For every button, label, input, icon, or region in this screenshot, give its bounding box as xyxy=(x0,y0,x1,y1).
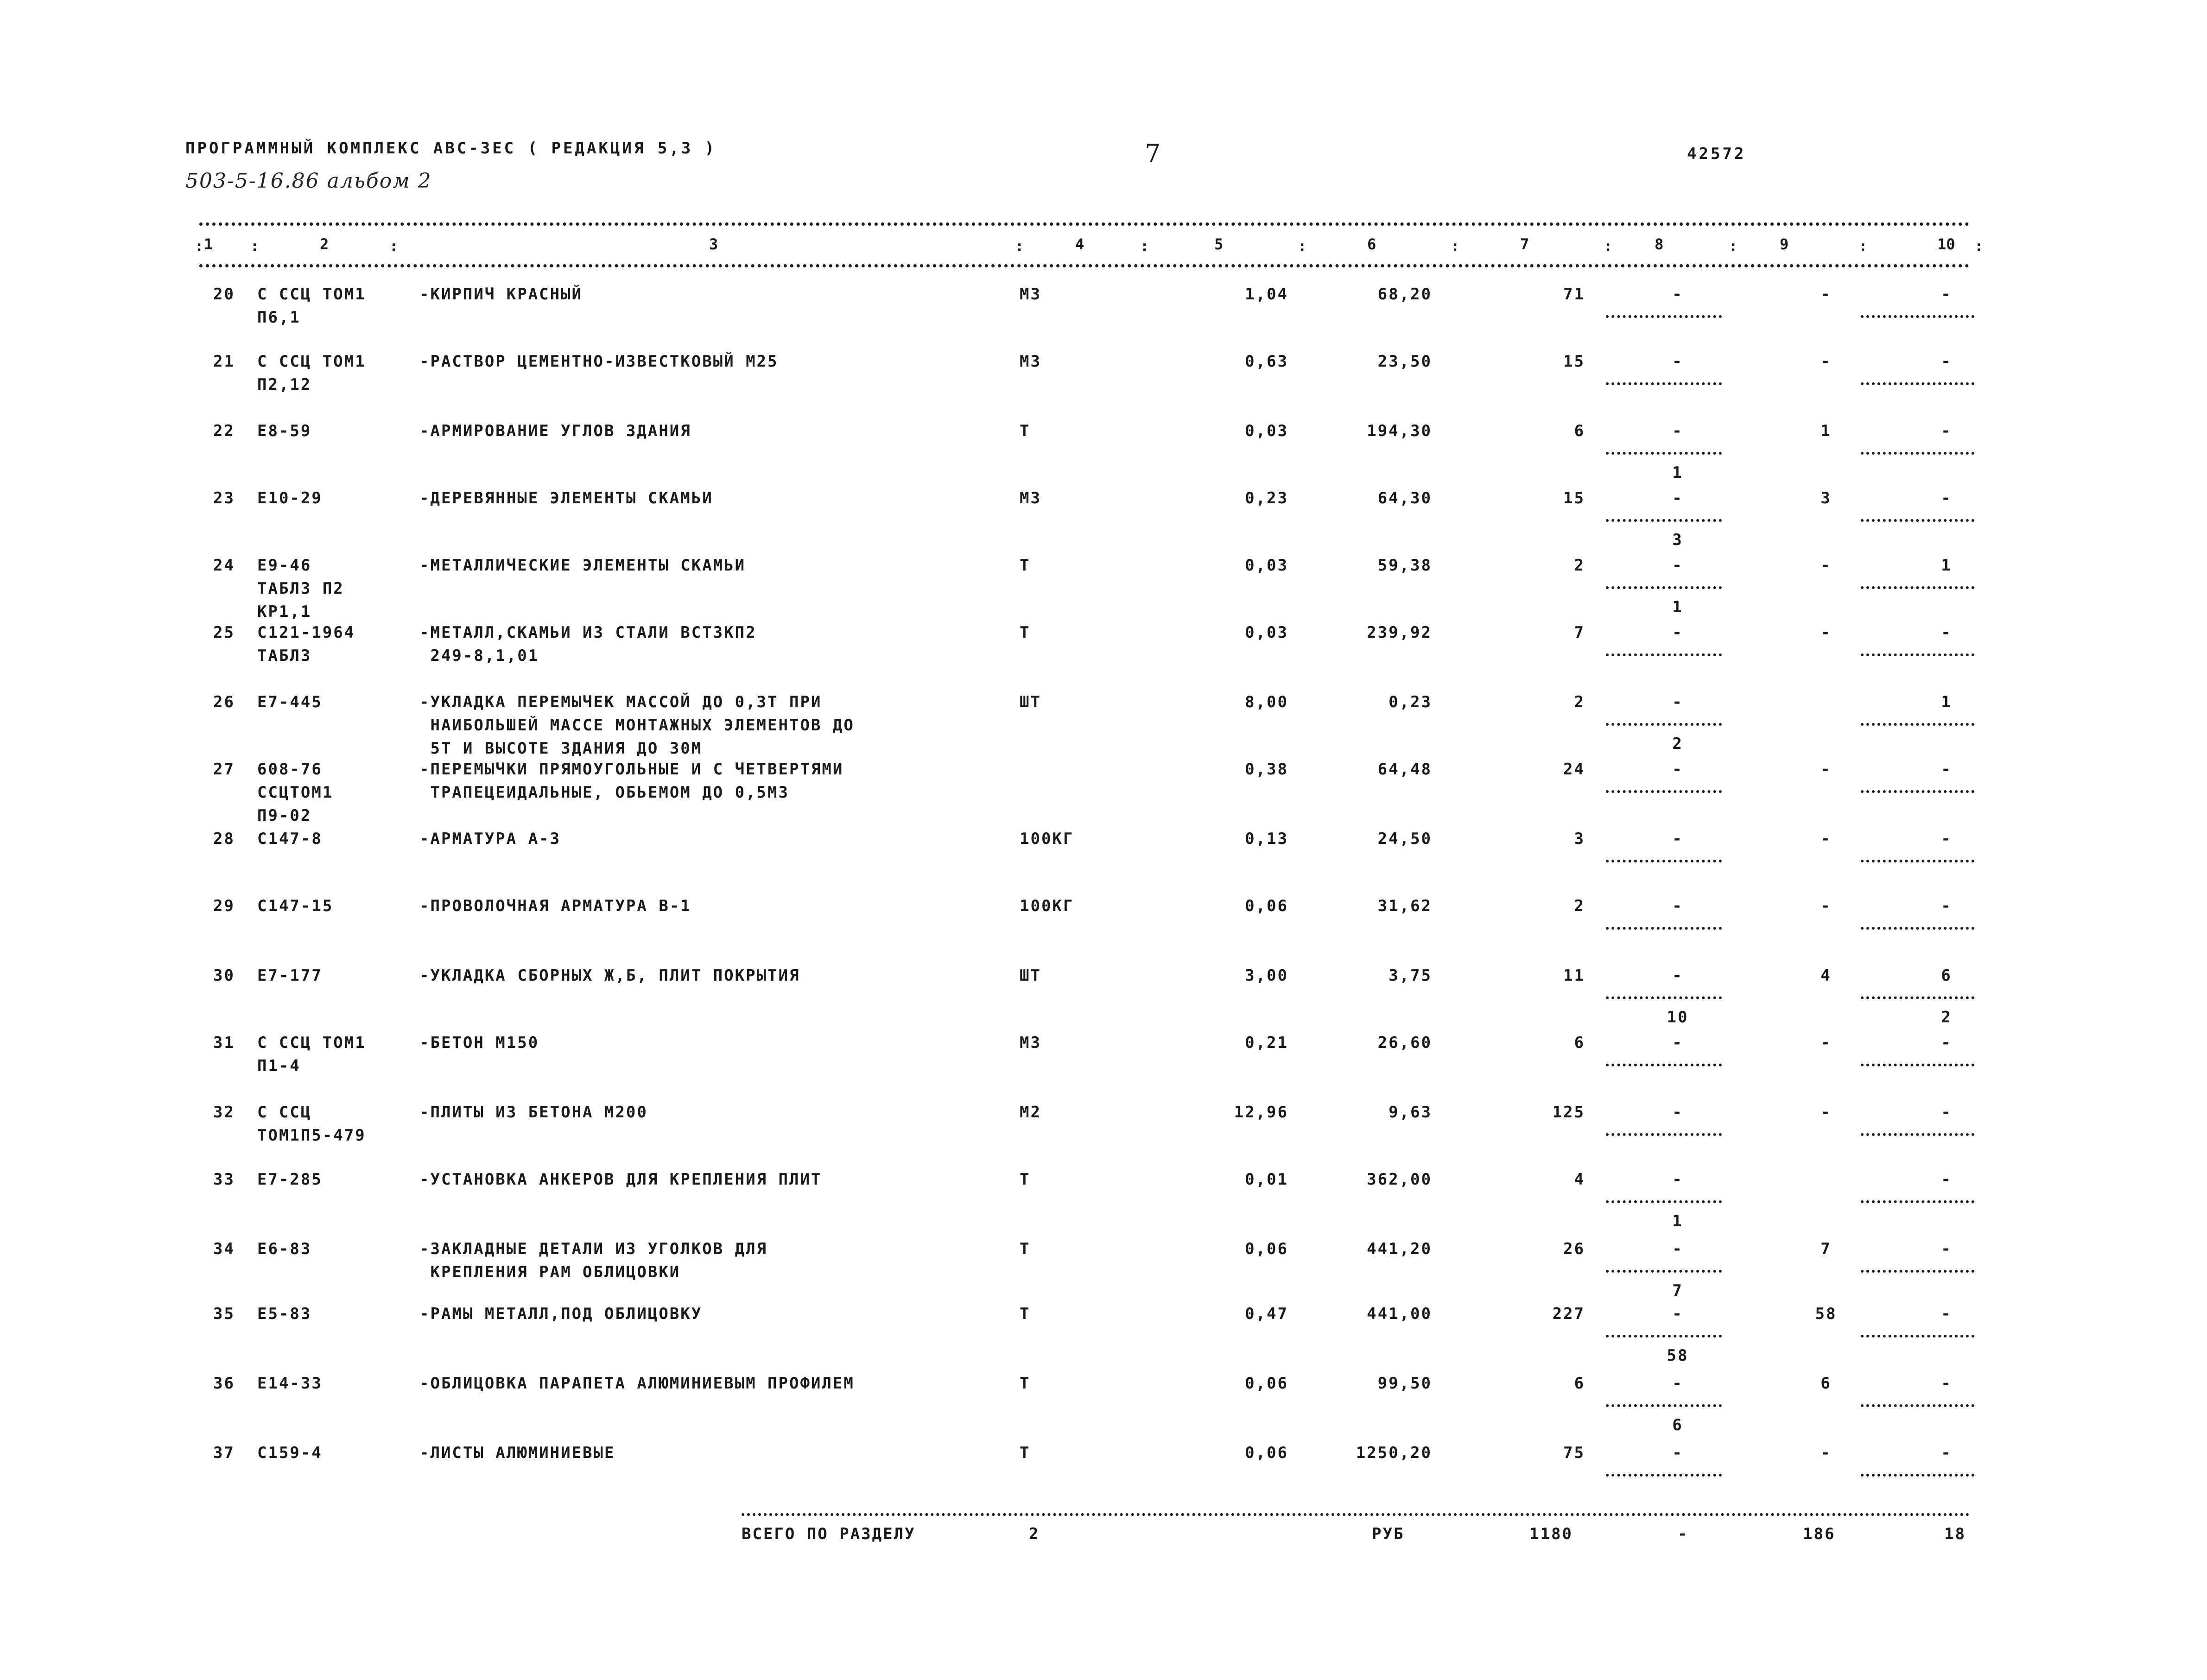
row-col8-rule xyxy=(1606,382,1722,385)
row-quantity: 0,06 xyxy=(1245,1240,1288,1258)
row-price: 239,92 xyxy=(1367,623,1432,642)
row-unit: Т xyxy=(1020,556,1031,575)
row-col10-rule xyxy=(1861,1064,1974,1066)
row-col10: - xyxy=(1941,1170,1952,1189)
row-code: Е9-46 ТАБЛ3 П2 КР1,1 xyxy=(257,556,344,621)
row-col8-rule xyxy=(1606,452,1722,455)
row-total: 6 xyxy=(1574,422,1585,440)
row-col10: - xyxy=(1941,1305,1952,1323)
row-col9: - xyxy=(1820,830,1832,848)
row-col10: - xyxy=(1941,897,1952,915)
row-total: 2 xyxy=(1574,693,1585,711)
row-col8: - xyxy=(1672,693,1683,711)
row-code: С121-1964 ТАБЛ3 xyxy=(257,623,355,665)
row-col10: - xyxy=(1941,285,1952,304)
row-total: 75 xyxy=(1563,1444,1585,1462)
row-total: 2 xyxy=(1574,897,1585,915)
row-col8-rule xyxy=(1606,1270,1722,1273)
row-price: 362,00 xyxy=(1367,1170,1432,1189)
row-number: 37 xyxy=(213,1444,235,1462)
page-number: 7 xyxy=(1145,139,1161,168)
row-col10-rule xyxy=(1861,1270,1974,1273)
row-col9: 6 xyxy=(1820,1374,1832,1393)
row-unit: Т xyxy=(1020,1374,1031,1393)
row-col8-sub: 2 xyxy=(1672,735,1683,753)
row-description: -ЗАКЛАДНЫЕ ДЕТАЛИ ИЗ УГОЛКОВ ДЛЯ КРЕПЛЕНИЯ РАМ ОБЛИЦОВКИ xyxy=(419,1240,768,1281)
row-col10-rule xyxy=(1861,519,1974,522)
row-col10-rule xyxy=(1861,1133,1974,1136)
row-total: 2 xyxy=(1574,556,1585,575)
row-unit: М3 xyxy=(1020,352,1041,371)
row-code: 608-76 ССЦТОМ1 П9-02 xyxy=(257,760,334,825)
row-description: -МЕТАЛЛ,СКАМЬИ ИЗ СТАЛИ ВСТ3КП2 249-8,1,01 xyxy=(419,623,757,665)
row-col8-rule xyxy=(1606,996,1722,999)
row-number: 32 xyxy=(213,1103,235,1122)
row-description: -МЕТАЛЛИЧЕСКИЕ ЭЛЕМЕНТЫ СКАМЬИ xyxy=(419,556,746,575)
row-col10: - xyxy=(1941,422,1952,440)
column-separator: : xyxy=(250,237,260,255)
row-number: 31 xyxy=(213,1033,235,1052)
column-header-2: 2 xyxy=(320,235,329,253)
row-col10: - xyxy=(1941,1033,1952,1052)
row-col9: - xyxy=(1820,760,1832,779)
row-description: -УКЛАДКА СБОРНЫХ Ж,Б, ПЛИТ ПОКРЫТИЯ xyxy=(419,966,800,985)
summary-currency: РУБ xyxy=(1372,1525,1405,1543)
row-col8-rule xyxy=(1606,653,1722,656)
row-total: 6 xyxy=(1574,1374,1585,1393)
row-code: Е7-285 xyxy=(257,1170,323,1189)
column-header-7: 7 xyxy=(1520,235,1529,253)
row-unit: Т xyxy=(1020,1444,1031,1462)
row-col8: - xyxy=(1672,1240,1683,1258)
row-quantity: 3,00 xyxy=(1245,966,1288,985)
row-unit: М3 xyxy=(1020,489,1041,507)
row-col8-sub: 1 xyxy=(1672,598,1683,616)
row-quantity: 0,03 xyxy=(1245,422,1288,440)
row-description: -ОБЛИЦОВКА ПАРАПЕТА АЛЮМИНИЕВЫМ ПРОФИЛЕМ xyxy=(419,1374,855,1393)
row-description: -ЛИСТЫ АЛЮМИНИЕВЫЕ xyxy=(419,1444,615,1462)
column-separator: : xyxy=(1015,237,1024,255)
row-col8-rule xyxy=(1606,1133,1722,1136)
row-price: 194,30 xyxy=(1367,422,1432,440)
row-quantity: 0,47 xyxy=(1245,1305,1288,1323)
row-col10-rule xyxy=(1861,653,1974,656)
row-quantity: 0,06 xyxy=(1245,897,1288,915)
column-header-10: 10 xyxy=(1937,235,1955,253)
row-price: 99,50 xyxy=(1377,1374,1432,1393)
column-separator: : xyxy=(389,237,399,255)
row-unit: 100КГ xyxy=(1020,897,1074,915)
row-quantity: 0,01 xyxy=(1245,1170,1288,1189)
row-col8: - xyxy=(1672,623,1683,642)
row-price: 23,50 xyxy=(1377,352,1432,371)
row-col8: - xyxy=(1672,422,1683,440)
row-number: 35 xyxy=(213,1305,235,1323)
row-price: 9,63 xyxy=(1389,1103,1432,1122)
row-number: 26 xyxy=(213,693,235,711)
row-col10: - xyxy=(1941,489,1952,507)
album-note: 503-5-16.86 альбом 2 xyxy=(185,169,432,193)
row-col9: - xyxy=(1820,897,1832,915)
row-number: 33 xyxy=(213,1170,235,1189)
row-col10-sub: 2 xyxy=(1941,1008,1952,1027)
row-description: -РАМЫ МЕТАЛЛ,ПОД ОБЛИЦОВКУ xyxy=(419,1305,703,1323)
row-total: 227 xyxy=(1552,1305,1585,1323)
row-total: 4 xyxy=(1574,1170,1585,1189)
row-quantity: 12,96 xyxy=(1234,1103,1288,1122)
row-col8: - xyxy=(1672,352,1683,371)
row-total: 71 xyxy=(1563,285,1585,304)
row-col8: - xyxy=(1672,897,1683,915)
row-code: Е14-33 xyxy=(257,1374,323,1393)
row-col8-sub: 3 xyxy=(1672,531,1683,549)
row-description: -АРМИРОВАНИЕ УГЛОВ ЗДАНИЯ xyxy=(419,422,691,440)
row-number: 21 xyxy=(213,352,235,371)
row-col8-rule xyxy=(1606,927,1722,930)
row-number: 23 xyxy=(213,489,235,507)
row-number: 28 xyxy=(213,830,235,848)
summary-section: 2 xyxy=(1029,1525,1040,1543)
column-separator: : xyxy=(1974,237,1984,255)
row-description: -АРМАТУРА А-3 xyxy=(419,830,561,848)
row-col9: 1 xyxy=(1820,422,1832,440)
row-unit: М2 xyxy=(1020,1103,1041,1122)
column-header-3: 3 xyxy=(709,235,718,253)
row-number: 34 xyxy=(213,1240,235,1258)
row-col8: - xyxy=(1672,1033,1683,1052)
row-col9: - xyxy=(1820,285,1832,304)
row-code: С ССЦ ТОМ1 П2,12 xyxy=(257,352,366,394)
summary-rule xyxy=(742,1513,1970,1516)
row-col9: 58 xyxy=(1815,1305,1837,1323)
row-description: -ДЕРЕВЯННЫЕ ЭЛЕМЕНТЫ СКАМЬИ xyxy=(419,489,713,507)
row-col8-sub: 1 xyxy=(1672,1212,1683,1230)
row-code: С ССЦ ТОМ1 П1-4 xyxy=(257,1033,366,1075)
row-number: 22 xyxy=(213,422,235,440)
row-number: 24 xyxy=(213,556,235,575)
row-col8: - xyxy=(1672,1305,1683,1323)
row-col8-rule xyxy=(1606,1064,1722,1066)
row-col10: - xyxy=(1941,1374,1952,1393)
row-description: -ПРОВОЛОЧНАЯ АРМАТУРА В-1 xyxy=(419,897,691,915)
row-col9: - xyxy=(1820,623,1832,642)
row-unit: Т xyxy=(1020,1305,1031,1323)
row-col8: - xyxy=(1672,556,1683,575)
row-col10: - xyxy=(1941,760,1952,779)
row-total: 11 xyxy=(1563,966,1585,985)
row-number: 36 xyxy=(213,1374,235,1393)
row-col8-sub: 58 xyxy=(1667,1346,1689,1365)
row-price: 3,75 xyxy=(1389,966,1432,985)
column-header-4: 4 xyxy=(1075,235,1084,253)
row-unit: ШТ xyxy=(1020,966,1041,985)
row-quantity: 0,06 xyxy=(1245,1444,1288,1462)
row-description: -УСТАНОВКА АНКЕРОВ ДЛЯ КРЕПЛЕНИЯ ПЛИТ xyxy=(419,1170,822,1189)
row-col9: - xyxy=(1820,352,1832,371)
summary-col8: - xyxy=(1678,1525,1689,1543)
column-separator: : xyxy=(195,237,204,255)
column-separator: : xyxy=(1729,237,1738,255)
row-total: 26 xyxy=(1563,1240,1585,1258)
row-col8: - xyxy=(1672,1103,1683,1122)
row-price: 64,48 xyxy=(1377,760,1432,779)
row-col10-rule xyxy=(1861,860,1974,862)
row-col8: - xyxy=(1672,760,1683,779)
row-code: Е5-83 xyxy=(257,1305,312,1323)
row-total: 125 xyxy=(1552,1103,1585,1122)
column-header-5: 5 xyxy=(1214,235,1224,253)
row-col8-rule xyxy=(1606,586,1722,589)
row-col9: 4 xyxy=(1820,966,1832,985)
row-unit: Т xyxy=(1020,623,1031,642)
column-header-9: 9 xyxy=(1780,235,1789,253)
row-col10-rule xyxy=(1861,315,1974,318)
row-quantity: 0,21 xyxy=(1245,1033,1288,1052)
row-col8: - xyxy=(1672,1374,1683,1393)
row-unit: Т xyxy=(1020,1170,1031,1189)
row-col8-sub: 10 xyxy=(1667,1008,1689,1027)
row-col10: - xyxy=(1941,830,1952,848)
row-price: 31,62 xyxy=(1377,897,1432,915)
row-col10-rule xyxy=(1861,586,1974,589)
row-quantity: 8,00 xyxy=(1245,693,1288,711)
column-header-8: 8 xyxy=(1655,235,1664,253)
row-number: 20 xyxy=(213,285,235,304)
row-col10-rule xyxy=(1861,723,1974,726)
column-separator: : xyxy=(1140,237,1149,255)
row-description: -ПЛИТЫ ИЗ БЕТОНА М200 xyxy=(419,1103,648,1122)
row-quantity: 1,04 xyxy=(1245,285,1288,304)
row-col8-rule xyxy=(1606,1200,1722,1203)
row-col10: - xyxy=(1941,1240,1952,1258)
row-col10-rule xyxy=(1861,1404,1974,1407)
row-number: 27 xyxy=(213,760,235,779)
row-unit: ШТ xyxy=(1020,693,1041,711)
row-code: Е8-59 xyxy=(257,422,312,440)
row-code: Е7-445 xyxy=(257,693,323,711)
row-col10-rule xyxy=(1861,927,1974,930)
column-separator: : xyxy=(1858,237,1868,255)
row-col9: - xyxy=(1820,1103,1832,1122)
row-quantity: 0,06 xyxy=(1245,1374,1288,1393)
row-col8-sub: 7 xyxy=(1672,1281,1683,1300)
row-col8-rule xyxy=(1606,790,1722,793)
row-col8-rule xyxy=(1606,315,1722,318)
column-separator: : xyxy=(1298,237,1307,255)
row-quantity: 0,03 xyxy=(1245,623,1288,642)
summary-col10: 18 xyxy=(1944,1525,1966,1543)
row-col8-rule xyxy=(1606,860,1722,862)
row-price: 441,20 xyxy=(1367,1240,1432,1258)
row-col8-sub: 1 xyxy=(1672,463,1683,482)
summary-total: 1180 xyxy=(1529,1525,1573,1543)
row-price: 441,00 xyxy=(1367,1305,1432,1323)
column-header-6: 6 xyxy=(1367,235,1376,253)
row-col8: - xyxy=(1672,285,1683,304)
row-price: 64,30 xyxy=(1377,489,1432,507)
row-code: Е10-29 xyxy=(257,489,323,507)
column-separator: : xyxy=(1604,237,1613,255)
row-unit: 100КГ xyxy=(1020,830,1074,848)
row-code: Е6-83 xyxy=(257,1240,312,1258)
row-col8: - xyxy=(1672,966,1683,985)
document-number: 42572 xyxy=(1687,145,1746,163)
row-number: 30 xyxy=(213,966,235,985)
row-unit: Т xyxy=(1020,422,1031,440)
row-number: 25 xyxy=(213,623,235,642)
row-col8: - xyxy=(1672,1444,1683,1462)
row-col8-rule xyxy=(1606,519,1722,522)
summary-label: ВСЕГО ПО РАЗДЕЛУ xyxy=(742,1525,916,1543)
row-col8: - xyxy=(1672,830,1683,848)
column-header-1: 1 xyxy=(204,235,213,253)
row-col10: - xyxy=(1941,1444,1952,1462)
row-total: 24 xyxy=(1563,760,1585,779)
row-price: 24,50 xyxy=(1377,830,1432,848)
row-total: 7 xyxy=(1574,623,1585,642)
row-col8-rule xyxy=(1606,723,1722,726)
row-col10: 6 xyxy=(1941,966,1952,985)
row-quantity: 0,38 xyxy=(1245,760,1288,779)
row-description: -РАСТВОР ЦЕМЕНТНО-ИЗВЕСТКОВЫЙ М25 xyxy=(419,352,779,371)
row-code: С147-15 xyxy=(257,897,334,915)
row-description: -БЕТОН М150 xyxy=(419,1033,539,1052)
row-col10: - xyxy=(1941,623,1952,642)
column-separator: : xyxy=(1451,237,1460,255)
row-quantity: 0,23 xyxy=(1245,489,1288,507)
row-code: С ССЦ ТОМ1П5-479 xyxy=(257,1103,366,1145)
row-price: 59,38 xyxy=(1377,556,1432,575)
row-col9: - xyxy=(1820,1444,1832,1462)
row-description: -УКЛАДКА ПЕРЕМЫЧЕК МАССОЙ ДО 0,3Т ПРИ НАИБОЛЬШЕЙ МАССЕ МОНТАЖНЫХ ЭЛЕМЕНТОВ ДО 5Т И ВЫСОТЕ ЗДАНИЯ ДО 30М xyxy=(419,693,855,758)
row-quantity: 0,63 xyxy=(1245,352,1288,371)
row-price: 26,60 xyxy=(1377,1033,1432,1052)
program-title: ПРОГРАММНЫЙ КОМПЛЕКС АВС-ЗЕС ( РЕДАКЦИЯ 5,3 ) xyxy=(185,139,717,158)
row-total: 3 xyxy=(1574,830,1585,848)
row-col10: 1 xyxy=(1941,693,1952,711)
row-col10-rule xyxy=(1861,996,1974,999)
row-description: -ПЕРЕМЫЧКИ ПРЯМОУГОЛЬНЫЕ И С ЧЕТВЕРТЯМИ ТРАПЕЦЕИДАЛЬНЫЕ, ОБЬЕМОМ ДО 0,5М3 xyxy=(419,760,844,802)
row-unit: М3 xyxy=(1020,285,1041,304)
row-price: 0,23 xyxy=(1389,693,1432,711)
summary-col9: 186 xyxy=(1803,1525,1836,1543)
row-unit: Т xyxy=(1020,1240,1031,1258)
table-top-rule xyxy=(199,222,1970,226)
row-col9: 7 xyxy=(1820,1240,1832,1258)
row-col8: - xyxy=(1672,489,1683,507)
row-col10-rule xyxy=(1861,452,1974,455)
row-total: 6 xyxy=(1574,1033,1585,1052)
row-code: С159-4 xyxy=(257,1444,323,1462)
row-col9: - xyxy=(1820,556,1832,575)
row-col8-rule xyxy=(1606,1474,1722,1477)
row-unit: М3 xyxy=(1020,1033,1041,1052)
row-quantity: 0,03 xyxy=(1245,556,1288,575)
row-col10-rule xyxy=(1861,1335,1974,1338)
row-col8-sub: 6 xyxy=(1672,1416,1683,1434)
row-price: 1250,20 xyxy=(1356,1444,1432,1462)
row-quantity: 0,13 xyxy=(1245,830,1288,848)
row-col10-rule xyxy=(1861,790,1974,793)
row-col10: - xyxy=(1941,1103,1952,1122)
row-col8-rule xyxy=(1606,1404,1722,1407)
row-col8: - xyxy=(1672,1170,1683,1189)
row-total: 15 xyxy=(1563,489,1585,507)
row-number: 29 xyxy=(213,897,235,915)
row-code: С ССЦ ТОМ1 П6,1 xyxy=(257,285,366,327)
row-description: -КИРПИЧ КРАСНЫЙ xyxy=(419,285,583,304)
table-header-rule xyxy=(199,264,1970,267)
row-code: С147-8 xyxy=(257,830,323,848)
row-col10-rule xyxy=(1861,1474,1974,1477)
row-col10-rule xyxy=(1861,1200,1974,1203)
row-col9: - xyxy=(1820,1033,1832,1052)
row-col10: 1 xyxy=(1941,556,1952,575)
row-col10-rule xyxy=(1861,382,1974,385)
row-code: Е7-177 xyxy=(257,966,323,985)
row-col9: 3 xyxy=(1820,489,1832,507)
row-total: 15 xyxy=(1563,352,1585,371)
row-price: 68,20 xyxy=(1377,285,1432,304)
row-col10: - xyxy=(1941,352,1952,371)
row-col8-rule xyxy=(1606,1335,1722,1338)
